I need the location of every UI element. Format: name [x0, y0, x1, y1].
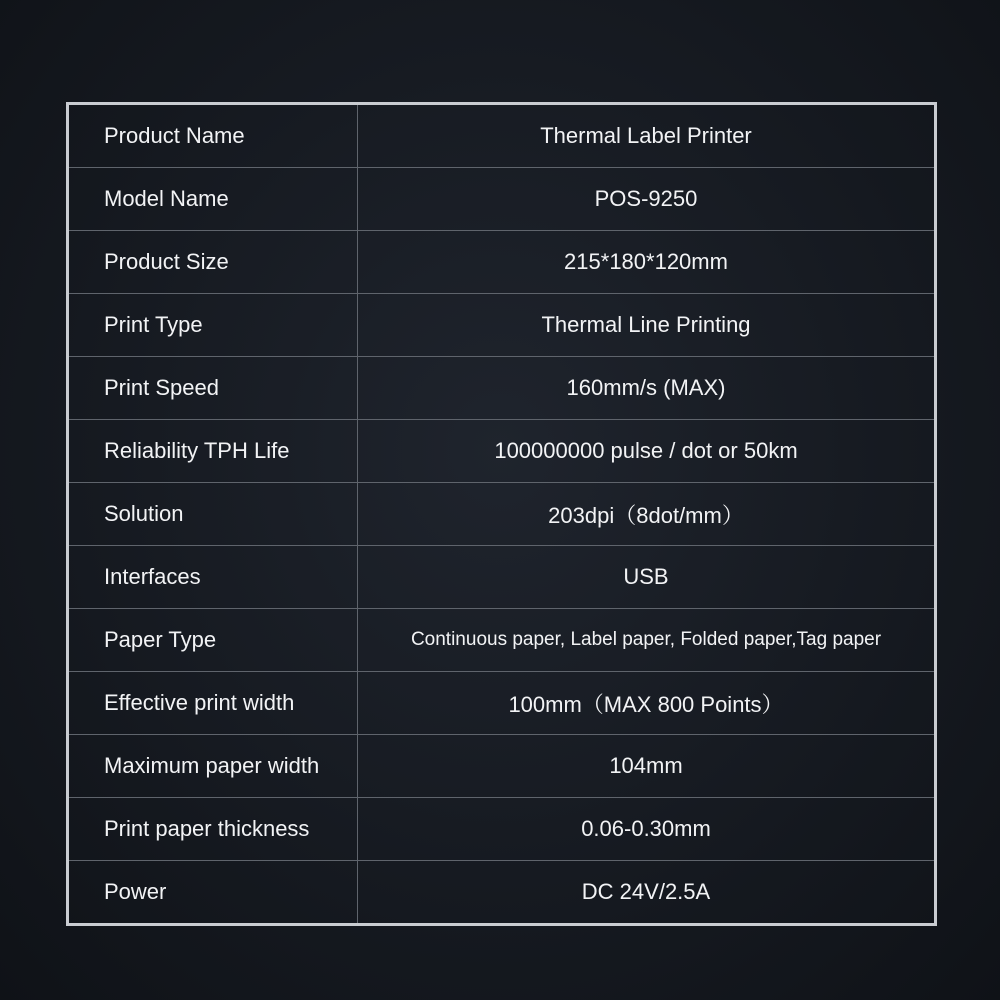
- spec-value: 100000000 pulse / dot or 50km: [358, 420, 936, 483]
- spec-value: USB: [358, 546, 936, 609]
- spec-row-power: [68, 861, 936, 925]
- spec-label: Print Speed: [68, 357, 358, 420]
- spec-row-maximum-paper-width: [68, 735, 936, 798]
- spec-value: Thermal Label Printer: [358, 104, 936, 168]
- spec-label: Maximum paper width: [68, 735, 358, 798]
- spec-row-effective-print-width: [68, 672, 936, 735]
- spec-value: 104mm: [358, 735, 936, 798]
- spec-row-tph-life: [68, 420, 936, 483]
- spec-value: 100mm（MAX 800 Points）: [358, 672, 936, 735]
- spec-label: Reliability TPH Life: [68, 420, 358, 483]
- spec-row-product-size: [68, 231, 936, 294]
- spec-label: Effective print width: [68, 672, 358, 735]
- spec-value: Thermal Line Printing: [358, 294, 936, 357]
- spec-value: DC 24V/2.5A: [358, 861, 936, 925]
- spec-row-print-type: [68, 294, 936, 357]
- spec-row-product-name: [68, 104, 936, 168]
- spec-row-interfaces: [68, 546, 936, 609]
- spec-value: 0.06-0.30mm: [358, 798, 936, 861]
- spec-value: 160mm/s (MAX): [358, 357, 936, 420]
- spec-label: Print paper thickness: [68, 798, 358, 861]
- spec-label: Solution: [68, 483, 358, 546]
- spec-value: POS-9250: [358, 168, 936, 231]
- spec-label: Interfaces: [68, 546, 358, 609]
- spec-label: Product Name: [68, 104, 358, 168]
- spec-label: Paper Type: [68, 609, 358, 672]
- spec-row-model-name: [68, 168, 936, 231]
- spec-value: 215*180*120mm: [358, 231, 936, 294]
- spec-row-print-paper-thickness: [68, 798, 936, 861]
- spec-label: Print Type: [68, 294, 358, 357]
- spec-label: Power: [68, 861, 358, 925]
- spec-table: [66, 102, 937, 926]
- spec-value: Continuous paper, Label paper, Folded paper,Tag paper: [358, 609, 936, 672]
- spec-row-solution: [68, 483, 936, 546]
- spec-row-print-speed: [68, 357, 936, 420]
- spec-row-paper-type: [68, 609, 936, 672]
- spec-value: 203dpi（8dot/mm）: [358, 483, 936, 546]
- spec-label: Product Size: [68, 231, 358, 294]
- spec-label: Model Name: [68, 168, 358, 231]
